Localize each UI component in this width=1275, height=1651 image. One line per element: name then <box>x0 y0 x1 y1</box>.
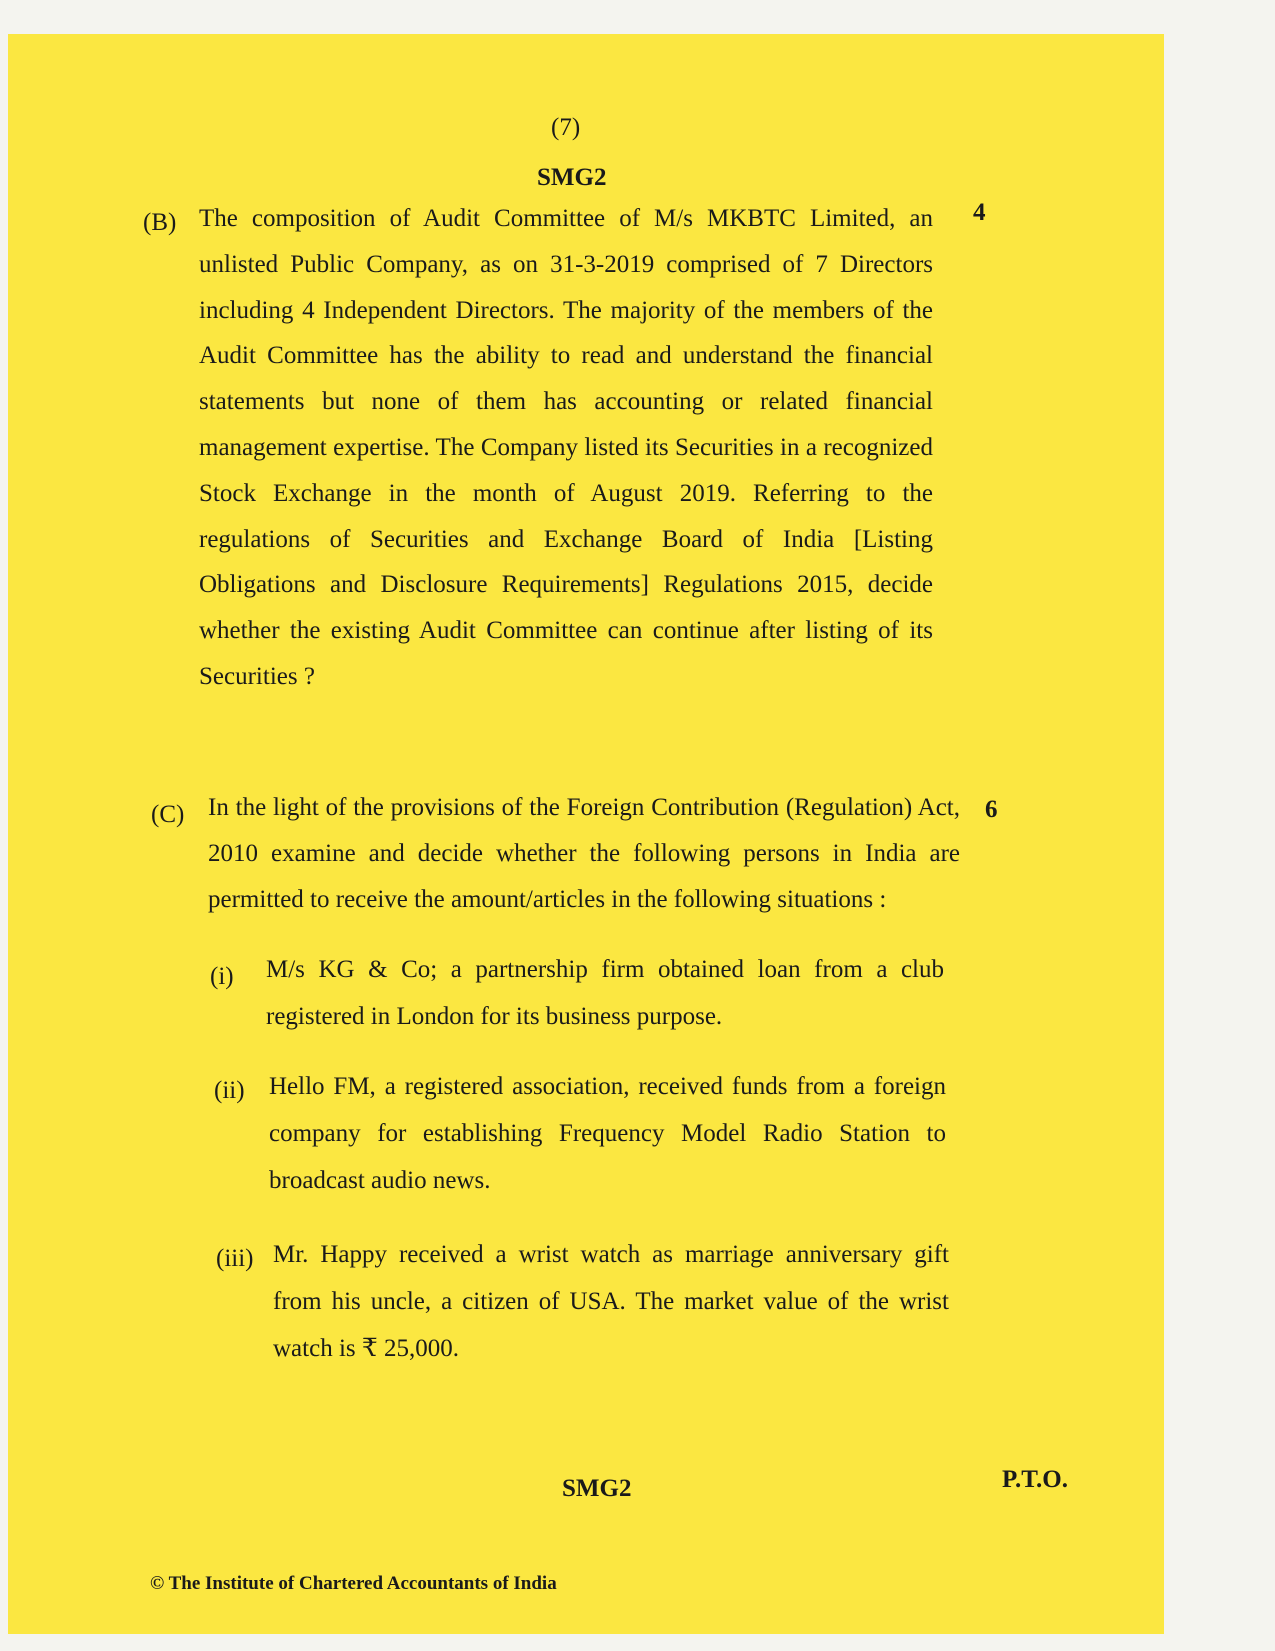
question-b-marks: 4 <box>973 199 986 226</box>
item-ii-text: Hello FM, a registered association, received funds from a foreign company for establishing Frequency Model Radio Station to broadcast audio news. <box>269 1073 946 1194</box>
copyright-notice: © The Institute of Chartered Accountants of India <box>150 1573 557 1594</box>
page-number: (7) <box>551 114 581 141</box>
item-iii-label: (iii) <box>216 1245 254 1272</box>
question-c-label: (C) <box>151 801 185 828</box>
question-c-marks: 6 <box>985 796 998 823</box>
item-i-text: M/s KG & Co; a partnership firm obtained loan from a club registered in London for its business purpose. <box>266 956 944 1030</box>
paper-code-header: SMG2 <box>537 164 607 191</box>
item-i-label: (i) <box>210 963 234 990</box>
question-c-text: In the light of the provisions of the Foreign Contribution (Regulation) Act, 2010 examine and decide whether the following persons in India are permitted to receive the amount/articles in the following situations : <box>208 794 960 913</box>
item-iii-text: Mr. Happy received a wrist watch as marriage anniversary gift from his uncle, a citizen of USA. The market value of the wrist watch is ₹ 25,000. <box>273 1241 949 1362</box>
pto-label: P.T.O. <box>1002 1466 1068 1493</box>
question-b-label: (B) <box>143 209 177 236</box>
item-ii-label: (ii) <box>214 1077 245 1104</box>
question-b-text: The composition of Audit Committee of M/s MKBTC Limited, an unlisted Public Company, as on 31-3-2019 comprised of 7 Directors including 4 Independent Directors. The majority of the members of the Audit Committee has the ability to read and understand the financial statements but none of them has accounting or related financial management expertise. The Company listed its Securities in a recognized Stock Exchange in the month of August 2019. Referring to the regulations of Securities and Exchange Board of India [Listing Obligations and Disclosure Requirements] Regulations 2015, decide whether the existing Audit Committee can continue after listing of its Securities ? <box>199 205 933 690</box>
paper-code-footer: SMG2 <box>562 1475 632 1502</box>
